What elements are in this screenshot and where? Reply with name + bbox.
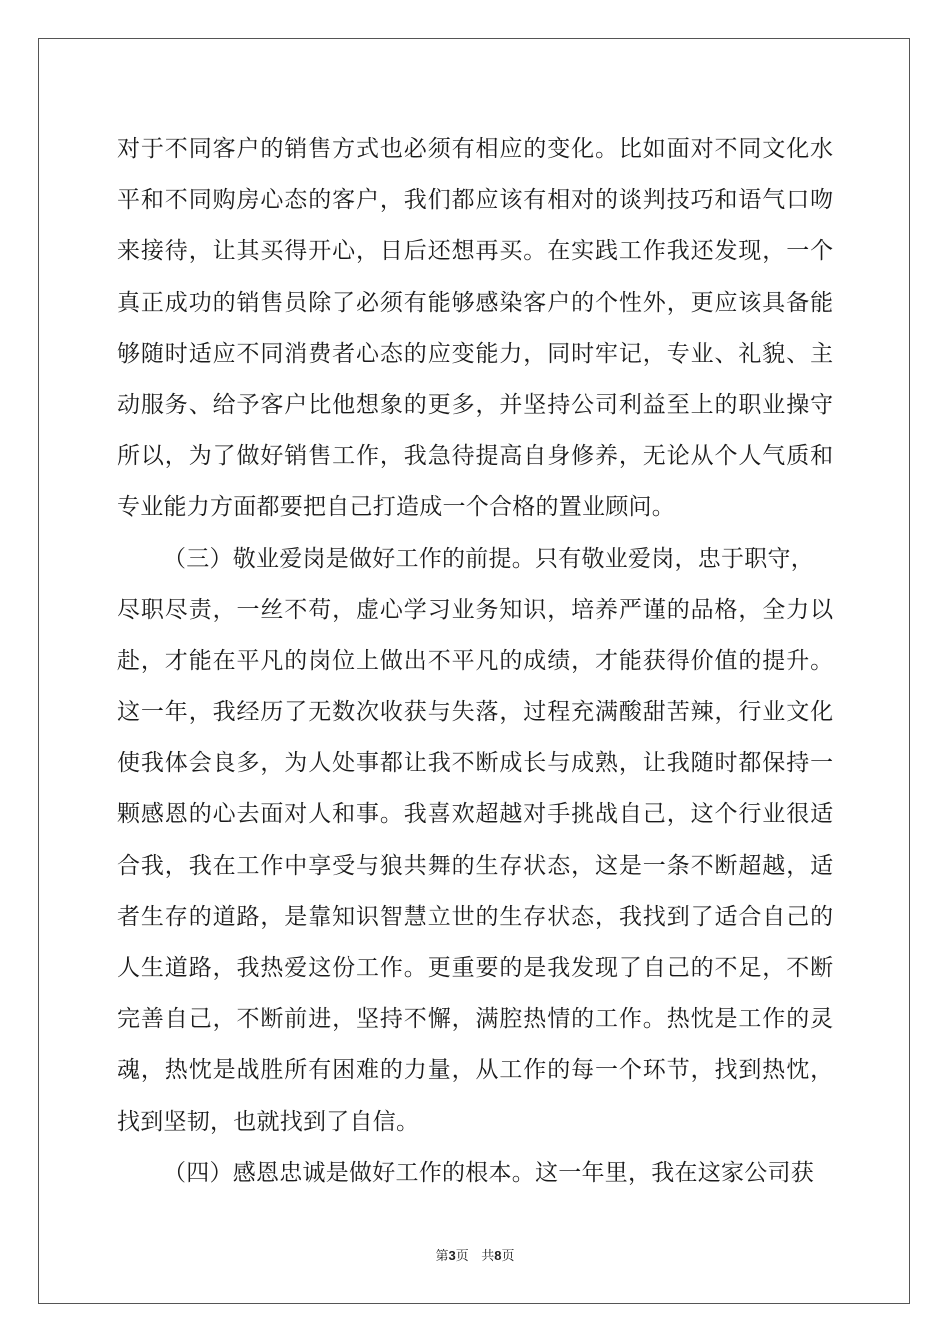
footer-total-pages: 8 (494, 1248, 502, 1263)
text-line: 来接待，让其买得开心，日后还想再买。在实践工作我还发现，一个 (117, 238, 834, 265)
text-line: 颗感恩的心去面对人和事。我喜欢超越对手挑战自己，这个行业很适 (117, 801, 834, 828)
text-line: 人生道路，我热爱这份工作。更重要的是我发现了自己的不足，不断 (117, 955, 834, 981)
text-line: 尽职尽责，一丝不苟，虚心学习业务知识，培养严谨的品格，全力以 (117, 596, 834, 623)
text-line: 魂，热忱是战胜所有困难的力量，从工作的每一个环节，找到热忱， (117, 1057, 834, 1084)
text-line: 对于不同客户的销售方式也必须有相应的变化。比如面对不同文化水 (117, 136, 834, 162)
page-footer (0, 1248, 950, 1265)
text-line: 完善自己，不断前进，坚持不懈，满腔热情的工作。热忱是工作的灵 (117, 1006, 834, 1033)
text-line: 使我体会良多，为人处事都让我不断成长与成熟，让我随时都保持一 (117, 750, 834, 777)
footer-page-number: 3 (448, 1248, 456, 1263)
text-line: 真正成功的销售员除了必须有能够感染客户的个性外，更应该具备能 (117, 289, 834, 316)
text-line: 动服务、给予客户比他想象的更多，并坚持公司利益至上的职业操守 (117, 391, 834, 418)
text-line: （三）敬业爱岗是做好工作的前提。只有敬业爱岗，忠于职守， (163, 545, 814, 572)
text-line: 专业能力方面都要把自己打造成一个合格的置业顾问。 (117, 494, 675, 521)
text-line: 这一年，我经历了无数次收获与失落，过程充满酸甜苦辣，行业文化 (117, 699, 834, 726)
footer-total-suffix: 页 (501, 1249, 515, 1264)
text-line: 合我，我在工作中享受与狼共舞的生存状态，这是一条不断超越，适 (117, 852, 834, 879)
document-body (117, 124, 833, 1199)
text-line: 平和不同购房心态的客户，我们都应该有相对的谈判技巧和语气口吻 (117, 187, 834, 214)
footer-page-prefix: 第 (435, 1249, 449, 1264)
footer-page-suffix: 页 (455, 1249, 469, 1264)
footer-total-prefix: 共 (481, 1249, 495, 1264)
text-line: （四）感恩忠诚是做好工作的根本。这一年里，我在这家公司获 (163, 1159, 814, 1186)
text-line: 够随时适应不同消费者心态的应变能力，同时牢记，专业、礼貌、主 (117, 340, 834, 367)
text-line: 找到坚韧，也就找到了自信。 (117, 1108, 420, 1135)
text-line: 者生存的道路，是靠知识智慧立世的生存状态，我找到了适合自己的 (117, 903, 834, 930)
text-line: 所以，为了做好销售工作，我急待提高自身修养，无论从个人气质和 (117, 443, 834, 470)
text-line: 赴，才能在平凡的岗位上做出不平凡的成绩，才能获得价值的提升。 (117, 647, 834, 674)
